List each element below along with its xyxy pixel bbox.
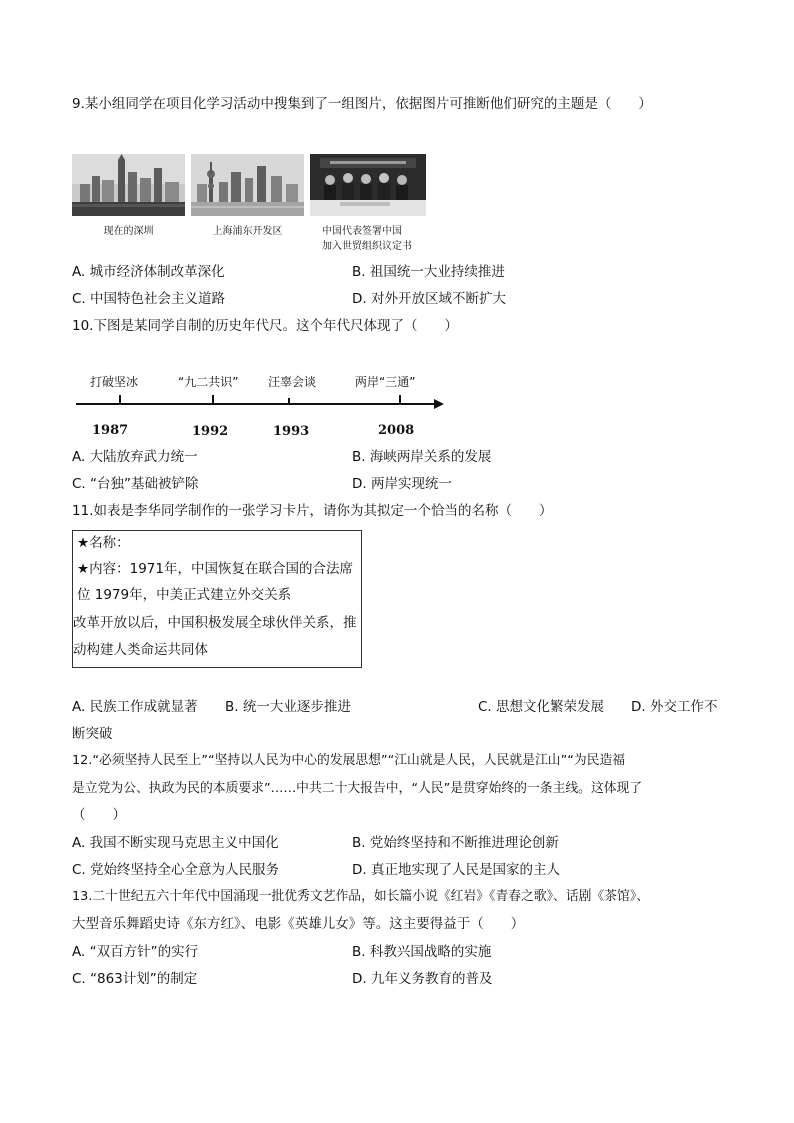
card-content-line-3: 改革开放以后，中国积极发展全球伙伴关系，推: [73, 615, 357, 631]
q11-option-c[interactable]: C. 思想文化繁荣发展: [478, 699, 605, 715]
caption-shenzhen: 现在的深圳: [103, 226, 154, 237]
card-title-line: ★名称：: [77, 535, 130, 551]
q13-option-a[interactable]: A. “双百方针”的实行: [72, 944, 199, 960]
timeline-label-1992: “九二共识”: [178, 375, 239, 389]
q9-option-a[interactable]: A. 城市经济体制改革深化: [72, 264, 225, 280]
q11-option-b[interactable]: B. 统一大业逐步推进: [225, 699, 351, 715]
timeline-year-1992: 1992: [192, 424, 229, 439]
photo-pudong: [191, 154, 304, 216]
q11-option-a[interactable]: A. 民族工作成就显著: [72, 699, 198, 715]
timeline-label-2008: 两岸“三通”: [355, 375, 416, 389]
card-content-line-4: 动构建人类命运共同体: [73, 642, 208, 658]
timeline-label-1987: 打破坚冰: [90, 375, 139, 389]
q13-option-b[interactable]: B. 科教兴国战略的实施: [352, 944, 492, 960]
q12-option-c[interactable]: C. 党始终坚持全心全意为人民服务: [72, 862, 280, 878]
caption-pudong: 上海浦东开发区: [212, 226, 283, 237]
q10-option-a[interactable]: A. 大陆放弃武力统一: [72, 449, 198, 465]
timeline-year-2008: 2008: [378, 423, 415, 438]
q9-stem: 9.某小组同学在项目化学习活动中搜集到了一组图片，依据图片可推断他们研究的主题是（ ）: [72, 96, 652, 112]
timeline-year-1993: 1993: [273, 424, 310, 439]
timeline-axis: [72, 394, 448, 414]
q11-option-d-continued: 断突破: [72, 726, 113, 742]
study-card: [72, 530, 362, 668]
q10-option-d[interactable]: D. 两岸实现统一: [352, 476, 452, 492]
q9-option-b[interactable]: B. 祖国统一大业持续推进: [352, 264, 505, 280]
caption-wto-line1: 中国代表签署中国: [322, 226, 402, 237]
photo-shenzhen: [72, 154, 185, 216]
caption-wto-line2: 加入世贸组织议定书: [322, 241, 412, 252]
timeline-year-1987: 1987: [92, 423, 129, 438]
q12-stem-line-1: 12.“必须坚持人民至上”“坚持以人民为中心的发展思想”“江山就是人民，人民就是江山”“为民造福: [72, 753, 626, 768]
q9-option-c[interactable]: C. 中国特色社会主义道路: [72, 291, 226, 307]
q11-stem: 11.如表是李华同学制作的一张学习卡片，请你为其拟定一个恰当的名称（ ）: [72, 503, 553, 519]
photo-wto-signing: [310, 154, 426, 216]
q10-option-b[interactable]: B. 海峡两岸关系的发展: [352, 449, 492, 465]
q12-option-d[interactable]: D. 真正地实现了人民是国家的主人: [352, 862, 560, 878]
q12-option-a[interactable]: A. 我国不断实现马克思主义中国化: [72, 835, 279, 851]
q10-stem: 10.下图是某同学自制的历史年代尺。这个年代尺体现了（ ）: [72, 318, 458, 334]
q13-stem-line-2: 大型音乐舞蹈史诗《东方红》、电影《英雄儿女》等。这主要得益于（ ）: [72, 916, 525, 932]
q9-option-d[interactable]: D. 对外开放区域不断扩大: [352, 291, 506, 307]
q10-option-c[interactable]: C. “台独”基础被铲除: [72, 476, 199, 492]
card-content-line-2: 位 1979年，中美正式建立外交关系: [77, 587, 292, 603]
card-content-line-1: ★内容：1971年，中国恢复在联合国的合法席: [77, 561, 353, 577]
q13-option-d[interactable]: D. 九年义务教育的普及: [352, 971, 493, 987]
q12-stem-line-3: （ ）: [72, 807, 126, 823]
q12-option-b[interactable]: B. 党始终坚持和不断推进理论创新: [352, 835, 559, 851]
q11-option-d[interactable]: D. 外交工作不: [631, 699, 718, 715]
timeline-label-1993: 汪辜会谈: [268, 375, 317, 389]
q13-option-c[interactable]: C. “863计划”的制定: [72, 971, 198, 987]
q12-stem-line-2: 是立党为公、执政为民的本质要求”……中共二十大报告中，“人民”是贯穿始终的一条主线。这体现了: [72, 781, 643, 796]
q13-stem-line-1: 13.二十世纪五六十年代中国涌现一批优秀文艺作品，如长篇小说《红岩》《青春之歌》、话剧《茶馆》、: [72, 889, 650, 904]
